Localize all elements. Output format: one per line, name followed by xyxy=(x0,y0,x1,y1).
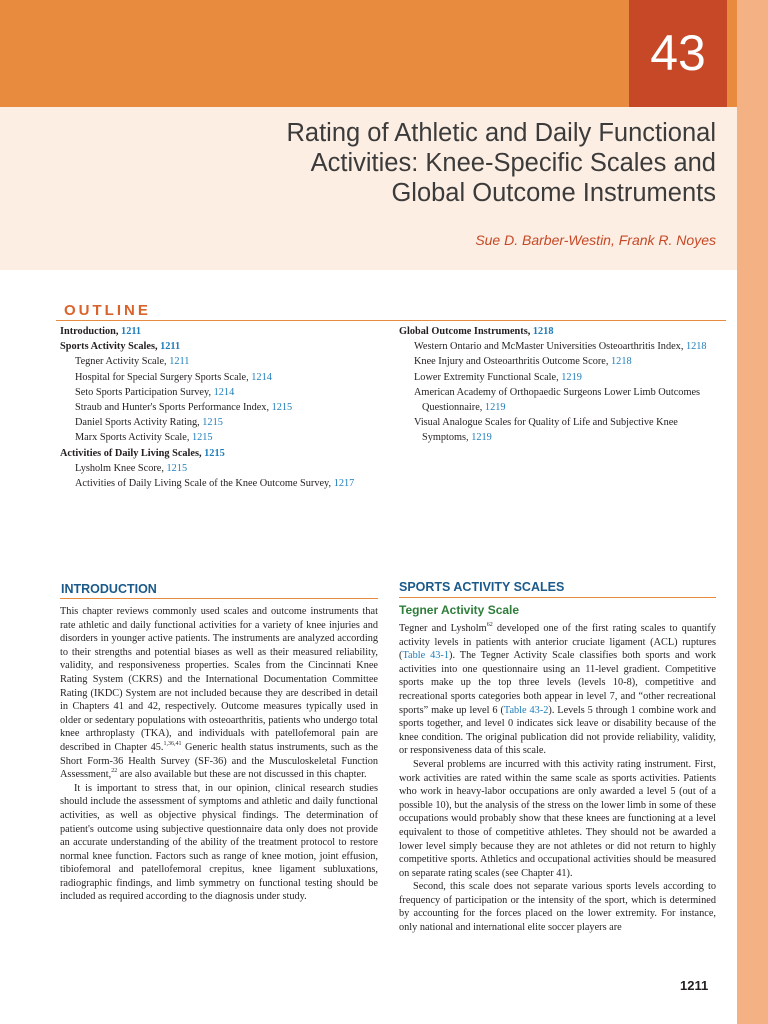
introduction-paragraph: It is important to stress that, in our opinion, clinical research studies should include the assessment of symptoms and athletic and daily functional activities, as well as objective physical findings. The determination of patient's outcome using subjective questionnaire data only does not provide an accurate understanding of the ability of the treatment protocol to restore normal knee function. Factors such as range of knee motion, joint effusion, tibiofemoral and patellofemoral crepitus, knee ligament subluxations, radiographic findings, and limb symmetry on functional testing should be included as required according to the diagnosis under study. xyxy=(60,782,378,903)
introduction-heading: INTRODUCTION xyxy=(61,582,157,596)
outline-item[interactable]: Hospital for Special Surgery Sports Scale, 1214 xyxy=(75,371,272,383)
outline-page-link[interactable]: 1215 xyxy=(204,447,225,459)
outline-page-link[interactable]: 1211 xyxy=(169,356,190,368)
outline-page-link[interactable]: 1214 xyxy=(213,386,235,398)
outline-page-link[interactable]: 1218 xyxy=(685,341,707,353)
tegner-subheading: Tegner Activity Scale xyxy=(399,603,520,617)
outline-item[interactable]: Knee Injury and Osteoarthritis Outcome Score, 1218 xyxy=(414,356,632,368)
chapter-authors: Sue D. Barber-Westin, Frank R. Noyes xyxy=(475,232,716,248)
outline-page-link[interactable]: 1215 xyxy=(202,417,223,429)
sports-activity-rule xyxy=(399,597,716,598)
sports-paragraph: Several problems are incurred with this activity rating instrument. First, work activities are rated within the same scale as sports activities. Patients who work in heavy-labor occupations are only awarded a level 5 (out of a possible 10), but the analysis of the stress on the lower limb in some of these occupations would probably show that these knees are functioning at a level equivalent to those of competitive athletes. They should not be awarded a lower level simply because they are not athletes or did not return to highly competitive sports. Athletics and occupational activities should be measured on separate rating scales (see Chapter 41). xyxy=(399,758,716,879)
right-edge-band xyxy=(737,0,768,1024)
introduction-paragraph: This chapter reviews commonly used scales and outcome instruments that rate athletic and daily functional activities for a variety of knee injuries and disorders in younger active patients. The instruments are analyzed according to their strengths and potential biases as well as their measured reliability, validity, and responsiveness properties. Scales from the Cincinnati Knee Rating System (CKRS) and the International Documentation Committee Rating (IKDC) System are not included because they are described in detail in Chapters 41 and 42, respectively. Outcome measures typically used in older or sedentary populations with osteoarthritis, patients who undergo total knee arthroplasty (TKA), and individuals with patellofemoral pain are described in Chapter 45.$^{1,36,41}$ Generic health status instruments, such as the Short Form-36 Health Survey (SF-36) and the Musculoskeletal Function Assessment,$^{22}$ are also available but these are not discussed in this chapter. xyxy=(60,606,379,781)
sports-paragraph: Tegner and Lysholm$^{62}$ developed one of the first rating scales to quantify activity levels in patients with anterior cruciate ligament (ACL) ruptures (Table 43-1). The Tegner Activity Scale classifies both sports and work activities into one questionnaire using an 11-level gradient. Competitive sports make up the top three levels (levels 10-8), competitive and recreational sports categories both appear in level 7, and “other recreational sports” make up level 6 (Table 43-2). Levels 5 through 1 combine work and sports together, and level 0 indicates sick leave or disability because of the knee condition. The original publication did not provide reliability, validity, or responsiveness data of this scale. xyxy=(399,622,717,757)
outline-item[interactable]: Lower Extremity Functional Scale, 1219 xyxy=(414,371,582,383)
citation-superscript[interactable]: 22 xyxy=(111,768,118,775)
outline-page-link[interactable]: 1218 xyxy=(532,326,554,337)
introduction-body xyxy=(60,605,378,904)
outline-item[interactable]: Tegner Activity Scale, 1211 xyxy=(75,356,190,368)
outline-page-link[interactable]: 1211 xyxy=(121,326,142,337)
outline-page-link[interactable]: 1218 xyxy=(611,356,632,368)
outline-heading: OUTLINE xyxy=(64,302,151,319)
outline-item[interactable]: Global Outcome Instruments, 1218 xyxy=(399,326,554,337)
chapter-number: 43 xyxy=(650,25,706,81)
sports-paragraph: Second, this scale does not separate various sports levels according to frequency of participation or the intensity of the sport, which is determined by accounting for the forces placed on the lower extremity. For instance, only national and international elite soccer players are xyxy=(399,881,716,934)
page-number: 1211 xyxy=(680,978,709,993)
outline-page-link[interactable]: 1215 xyxy=(191,432,213,444)
outline-item[interactable]: Visual Analogue Scales for Quality of Life and Subjective Knee Symptoms, 1219 xyxy=(414,417,678,444)
outline-item[interactable]: Seto Sports Participation Survey, 1214 xyxy=(75,386,235,398)
outline-item[interactable]: American Academy of Orthopaedic Surgeons Lower Limb Outcomes Questionnaire, 1219 xyxy=(414,386,701,414)
sports-activity-body xyxy=(399,622,716,935)
outline-page-link[interactable]: 1215 xyxy=(166,462,188,474)
outline-page-link[interactable]: 1219 xyxy=(484,402,506,414)
outline-page-link[interactable]: 1215 xyxy=(271,402,293,414)
introduction-rule xyxy=(60,598,378,599)
table-link[interactable]: Table 43-2 xyxy=(503,704,549,716)
chapter-title xyxy=(216,118,716,208)
citation-superscript[interactable]: 1,36,41 xyxy=(163,740,182,747)
chapter-title-line: Activities: Knee-Specific Scales and xyxy=(310,149,716,177)
outline-page-link[interactable]: 1219 xyxy=(471,432,492,444)
outline-item[interactable]: Introduction, 1211 xyxy=(60,326,142,337)
outline-left-column xyxy=(60,324,390,491)
chapter-title-line: Rating of Athletic and Daily Functional xyxy=(286,119,716,147)
outline-item[interactable]: Western Ontario and McMaster Universities Osteoarthritis Index, 1218 xyxy=(414,341,707,353)
outline-right-column xyxy=(399,324,725,446)
outline-item[interactable]: Daniel Sports Activity Rating, 1215 xyxy=(75,417,223,429)
citation-superscript[interactable]: 62 xyxy=(486,622,493,628)
outline-item[interactable]: Activities of Daily Living Scales, 1215 xyxy=(60,447,225,459)
outline-item[interactable]: Activities of Daily Living Scale of the Knee Outcome Survey, 1217 xyxy=(75,478,355,490)
outline-page-link[interactable]: 1214 xyxy=(251,371,272,383)
outline-item[interactable]: Lysholm Knee Score, 1215 xyxy=(75,462,188,474)
outline-page-link[interactable]: 1219 xyxy=(561,371,582,383)
chapter-title-line: Global Outcome Instruments xyxy=(391,179,716,207)
outline-item[interactable]: Straub and Hunter's Sports Performance Index, 1215 xyxy=(75,402,293,414)
sports-activity-heading: SPORTS ACTIVITY SCALES xyxy=(399,580,565,594)
outline-item[interactable]: Marx Sports Activity Scale, 1215 xyxy=(75,432,213,444)
table-link[interactable]: Table 43-1 xyxy=(402,650,450,662)
outline-page-link[interactable]: 1211 xyxy=(160,341,181,353)
outline-item[interactable]: Sports Activity Scales, 1211 xyxy=(60,341,181,353)
outline-divider xyxy=(56,320,726,321)
outline-page-link[interactable]: 1217 xyxy=(333,478,355,490)
